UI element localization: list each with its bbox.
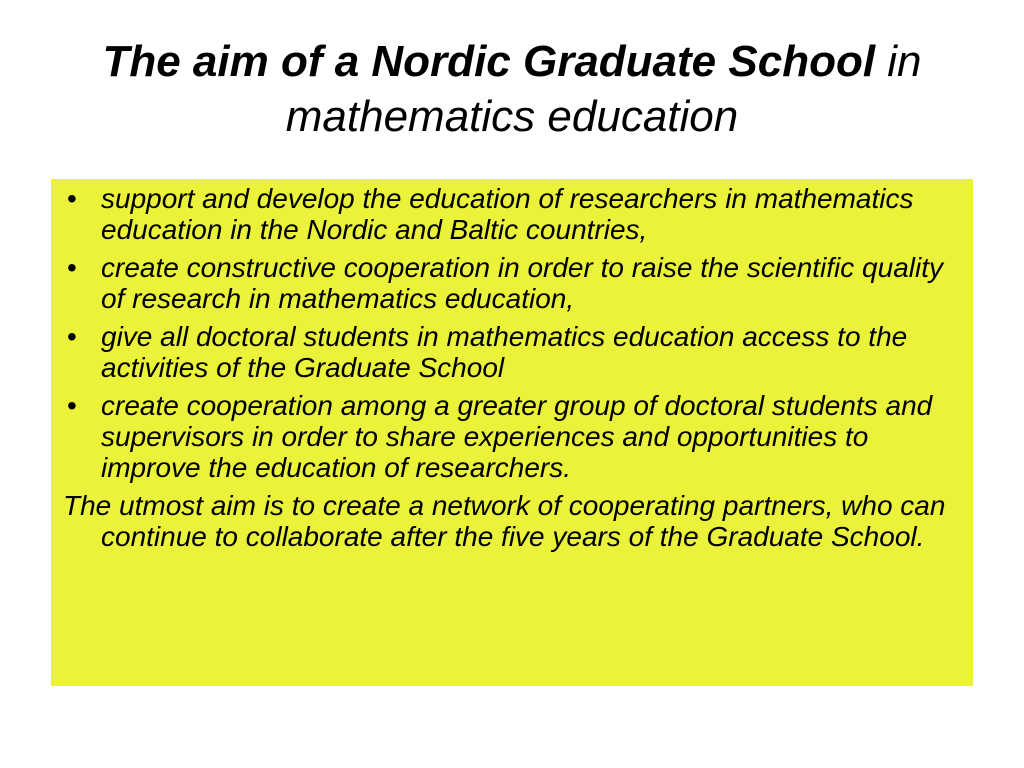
bullet-text: give all doctoral students in mathematics education access to the activities of the Graduate School <box>101 321 908 383</box>
title-regular-part: in mathematics education <box>285 37 922 141</box>
bullet-icon: • <box>67 390 77 421</box>
slide-title <box>0 34 1024 144</box>
bullet-text: create constructive cooperation in order to raise the scientific quality of research in mathematics education, <box>101 252 943 314</box>
bullet-text: support and develop the education of researchers in mathematics education in the Nordic and Baltic countries, <box>101 183 914 245</box>
bullet-text: create cooperation among a greater group of doctoral students and supervisors in order to share experiences and opportunities to improve the education of researchers. <box>101 390 933 483</box>
title-bold-part: The aim of a Nordic Graduate School <box>102 37 876 86</box>
bullet-icon: • <box>67 321 77 352</box>
bullet-item <box>63 321 961 383</box>
bullet-icon: • <box>67 183 77 214</box>
bullet-item <box>63 183 961 245</box>
bullet-item <box>63 252 961 314</box>
aims-bullet-list <box>63 183 961 483</box>
aims-content-box <box>51 179 973 686</box>
bullet-item <box>63 390 961 483</box>
closing-paragraph: The utmost aim is to create a network of cooperating partners, who can continue to collaborate after the five years of the Graduate School. <box>63 490 946 552</box>
bullet-icon: • <box>67 252 77 283</box>
